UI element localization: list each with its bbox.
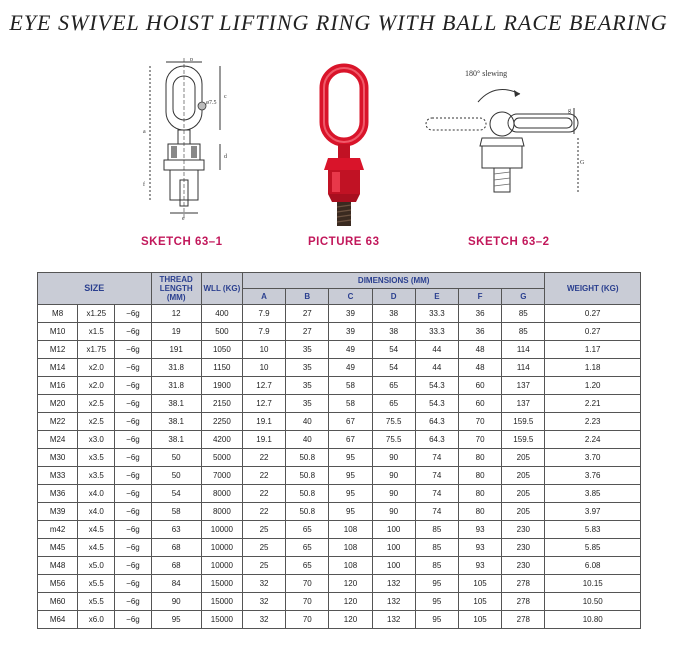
- table-cell: 7000: [201, 467, 242, 485]
- table-cell: 67: [329, 413, 372, 431]
- table-cell: M60: [38, 593, 78, 611]
- table-cell: M56: [38, 575, 78, 593]
- table-cell: 278: [502, 593, 545, 611]
- table-cell: 63: [151, 521, 201, 539]
- table-cell: 39: [329, 305, 372, 323]
- table-cell: x4.0: [78, 485, 115, 503]
- table-cell: 50: [151, 467, 201, 485]
- table-cell: 278: [502, 611, 545, 629]
- table-cell: 31.8: [151, 359, 201, 377]
- table-cell: 25: [242, 557, 285, 575]
- table-cell: 10: [242, 359, 285, 377]
- table-cell: 50: [151, 449, 201, 467]
- table-cell: 120: [329, 575, 372, 593]
- table-cell: 44: [415, 341, 458, 359]
- table-cell: 3.76: [545, 467, 641, 485]
- table-cell: 36: [458, 305, 501, 323]
- table-cell: 74: [415, 503, 458, 521]
- table-row: [38, 485, 641, 503]
- table-cell: −6g: [115, 377, 151, 395]
- table-cell: 60: [458, 377, 501, 395]
- table-cell: M39: [38, 503, 78, 521]
- table-cell: −6g: [115, 521, 151, 539]
- label-slewing: 180° slewing: [465, 69, 508, 78]
- table-cell: 33.3: [415, 305, 458, 323]
- table-cell: 100: [372, 539, 415, 557]
- table-cell: 10.15: [545, 575, 641, 593]
- table-cell: 95: [329, 485, 372, 503]
- table-cell: −6g: [115, 413, 151, 431]
- table-cell: x3.0: [78, 431, 115, 449]
- table-cell: M36: [38, 485, 78, 503]
- table-cell: 85: [415, 521, 458, 539]
- table-cell: 1.20: [545, 377, 641, 395]
- table-cell: 10000: [201, 557, 242, 575]
- table-cell: 39: [329, 323, 372, 341]
- table-cell: 22: [242, 503, 285, 521]
- table-cell: 60: [458, 395, 501, 413]
- table-cell: 93: [458, 521, 501, 539]
- table-cell: 50.8: [286, 485, 329, 503]
- caption-sketch-63-2: SKETCH 63–2: [468, 236, 550, 248]
- picture-63-product: [310, 62, 390, 232]
- table-cell: 32: [242, 575, 285, 593]
- table-cell: 38: [372, 323, 415, 341]
- table-cell: 40: [286, 413, 329, 431]
- table-cell: 74: [415, 449, 458, 467]
- table-cell: 22: [242, 467, 285, 485]
- spec-table: [37, 272, 641, 629]
- slewing-arrow-icon: [514, 90, 520, 97]
- table-cell: 38.1: [151, 431, 201, 449]
- table-cell: x5.5: [78, 575, 115, 593]
- header-weight: WEIGHT (KG): [545, 273, 641, 305]
- table-cell: 58: [329, 395, 372, 413]
- ball-bearing-icon: [198, 102, 206, 110]
- table-cell: 95: [329, 467, 372, 485]
- header-thread-length: THREAD LENGTH (MM): [151, 273, 201, 305]
- table-cell: x5.5: [78, 593, 115, 611]
- table-cell: 95: [415, 593, 458, 611]
- header-dimensions: DIMENSIONS (MM): [242, 273, 544, 289]
- table-cell: 4200: [201, 431, 242, 449]
- table-cell: 38.1: [151, 395, 201, 413]
- table-cell: 48: [458, 359, 501, 377]
- table-cell: 85: [415, 557, 458, 575]
- table-cell: 35: [286, 377, 329, 395]
- table-cell: 25: [242, 521, 285, 539]
- spec-table-container: [37, 272, 641, 629]
- table-cell: x2.0: [78, 377, 115, 395]
- table-cell: 80: [458, 503, 501, 521]
- table-cell: 90: [372, 467, 415, 485]
- table-cell: 100: [372, 557, 415, 575]
- table-cell: 230: [502, 521, 545, 539]
- table-cell: 44: [415, 359, 458, 377]
- table-cell: 114: [502, 359, 545, 377]
- table-cell: 108: [329, 557, 372, 575]
- table-cell: 191: [151, 341, 201, 359]
- table-cell: 75.5: [372, 413, 415, 431]
- table-row: [38, 413, 641, 431]
- table-cell: 3.97: [545, 503, 641, 521]
- table-cell: 1050: [201, 341, 242, 359]
- table-cell: 108: [329, 521, 372, 539]
- table-row: [38, 449, 641, 467]
- table-cell: 205: [502, 449, 545, 467]
- table-cell: 205: [502, 485, 545, 503]
- header-dim-d: D: [372, 289, 415, 305]
- table-row: [38, 539, 641, 557]
- label-g: g: [568, 108, 571, 114]
- table-cell: 278: [502, 575, 545, 593]
- table-cell: 22: [242, 485, 285, 503]
- table-cell: 65: [372, 377, 415, 395]
- sketch-63-2-drawing: [420, 64, 590, 204]
- table-cell: −6g: [115, 341, 151, 359]
- table-cell: 159.5: [502, 413, 545, 431]
- table-cell: −6g: [115, 503, 151, 521]
- table-cell: −6g: [115, 467, 151, 485]
- table-cell: M48: [38, 557, 78, 575]
- table-cell: M12: [38, 341, 78, 359]
- table-cell: 67: [329, 431, 372, 449]
- table-row: [38, 359, 641, 377]
- table-cell: 90: [372, 503, 415, 521]
- table-cell: −6g: [115, 575, 151, 593]
- table-row: [38, 611, 641, 629]
- table-cell: −6g: [115, 539, 151, 557]
- table-cell: 6.08: [545, 557, 641, 575]
- table-cell: 90: [372, 485, 415, 503]
- table-cell: x4.5: [78, 539, 115, 557]
- table-cell: 105: [458, 575, 501, 593]
- table-cell: 75.5: [372, 431, 415, 449]
- table-cell: x3.5: [78, 467, 115, 485]
- table-cell: 50.8: [286, 449, 329, 467]
- table-cell: 40: [286, 431, 329, 449]
- table-cell: 0.27: [545, 323, 641, 341]
- header-size: SIZE: [38, 273, 152, 305]
- table-cell: 38.1: [151, 413, 201, 431]
- table-cell: 205: [502, 503, 545, 521]
- table-cell: 1.18: [545, 359, 641, 377]
- table-cell: M20: [38, 395, 78, 413]
- table-cell: M14: [38, 359, 78, 377]
- sketch-63-1-drawing: [140, 58, 250, 223]
- table-cell: 95: [329, 503, 372, 521]
- table-row: [38, 377, 641, 395]
- table-cell: 159.5: [502, 431, 545, 449]
- spec-table-body: [38, 305, 641, 629]
- table-cell: 35: [286, 359, 329, 377]
- table-cell: 120: [329, 593, 372, 611]
- header-dim-g: G: [502, 289, 545, 305]
- table-cell: 5000: [201, 449, 242, 467]
- table-cell: 2150: [201, 395, 242, 413]
- table-cell: M64: [38, 611, 78, 629]
- table-cell: 80: [458, 449, 501, 467]
- table-cell: 2.23: [545, 413, 641, 431]
- table-cell: 70: [286, 611, 329, 629]
- table-cell: 84: [151, 575, 201, 593]
- table-cell: 132: [372, 593, 415, 611]
- table-cell: M30: [38, 449, 78, 467]
- table-cell: 10000: [201, 539, 242, 557]
- table-cell: 205: [502, 467, 545, 485]
- header-dim-c: C: [329, 289, 372, 305]
- table-row: [38, 431, 641, 449]
- table-cell: 3.85: [545, 485, 641, 503]
- table-cell: −6g: [115, 323, 151, 341]
- table-row: [38, 395, 641, 413]
- table-cell: 31.8: [151, 377, 201, 395]
- table-cell: 8000: [201, 503, 242, 521]
- table-cell: 100: [372, 521, 415, 539]
- table-cell: 54: [372, 359, 415, 377]
- table-row: [38, 521, 641, 539]
- table-cell: 49: [329, 341, 372, 359]
- table-cell: −6g: [115, 593, 151, 611]
- table-cell: 74: [415, 467, 458, 485]
- table-cell: 25: [242, 539, 285, 557]
- table-cell: −6g: [115, 431, 151, 449]
- table-cell: 70: [286, 575, 329, 593]
- header-dim-a: A: [242, 289, 285, 305]
- table-cell: 95: [329, 449, 372, 467]
- table-row: [38, 503, 641, 521]
- table-cell: −6g: [115, 305, 151, 323]
- caption-sketch-63-1: SKETCH 63–1: [141, 236, 223, 248]
- table-row: [38, 467, 641, 485]
- label-ball: ø7.5: [206, 100, 217, 106]
- table-cell: −6g: [115, 557, 151, 575]
- table-cell: 120: [329, 611, 372, 629]
- table-cell: M24: [38, 431, 78, 449]
- label-a: a: [143, 129, 146, 135]
- table-cell: 36: [458, 323, 501, 341]
- table-cell: M8: [38, 305, 78, 323]
- table-cell: 49: [329, 359, 372, 377]
- label-e: e: [182, 216, 185, 222]
- table-cell: 15000: [201, 593, 242, 611]
- table-cell: 58: [329, 377, 372, 395]
- header-dim-f: F: [458, 289, 501, 305]
- table-cell: 33.3: [415, 323, 458, 341]
- table-cell: 2250: [201, 413, 242, 431]
- table-cell: x5.0: [78, 557, 115, 575]
- table-cell: 5.85: [545, 539, 641, 557]
- table-cell: 65: [286, 539, 329, 557]
- table-cell: 108: [329, 539, 372, 557]
- table-cell: 35: [286, 341, 329, 359]
- table-cell: 90: [372, 449, 415, 467]
- table-row: [38, 323, 641, 341]
- table-cell: x4.0: [78, 503, 115, 521]
- table-cell: 0.27: [545, 305, 641, 323]
- table-cell: 65: [372, 395, 415, 413]
- label-b: b: [190, 58, 193, 63]
- table-cell: 230: [502, 557, 545, 575]
- table-cell: 15000: [201, 611, 242, 629]
- table-cell: 70: [458, 431, 501, 449]
- table-cell: 2.24: [545, 431, 641, 449]
- table-cell: 48: [458, 341, 501, 359]
- page-title: EYE SWIVEL HOIST LIFTING RING WITH BALL RACE BEARING: [9, 10, 668, 35]
- table-cell: 400: [201, 305, 242, 323]
- table-cell: 93: [458, 557, 501, 575]
- header-dim-b: B: [286, 289, 329, 305]
- table-cell: x2.5: [78, 395, 115, 413]
- table-cell: M10: [38, 323, 78, 341]
- table-cell: 58: [151, 503, 201, 521]
- table-cell: 64.3: [415, 413, 458, 431]
- table-cell: 68: [151, 557, 201, 575]
- table-cell: 1900: [201, 377, 242, 395]
- table-cell: 19.1: [242, 431, 285, 449]
- table-cell: 10: [242, 341, 285, 359]
- table-cell: 19: [151, 323, 201, 341]
- table-cell: 8000: [201, 485, 242, 503]
- header-wll: WLL (KG): [201, 273, 242, 305]
- table-cell: M16: [38, 377, 78, 395]
- table-row: [38, 305, 641, 323]
- table-cell: 54.3: [415, 377, 458, 395]
- table-cell: 35: [286, 395, 329, 413]
- table-cell: x2.0: [78, 359, 115, 377]
- label-G: G: [580, 160, 585, 166]
- header-dim-e: E: [415, 289, 458, 305]
- table-cell: 68: [151, 539, 201, 557]
- table-cell: 74: [415, 485, 458, 503]
- table-cell: 500: [201, 323, 242, 341]
- table-cell: 95: [151, 611, 201, 629]
- table-row: [38, 575, 641, 593]
- table-cell: x3.5: [78, 449, 115, 467]
- table-cell: −6g: [115, 449, 151, 467]
- table-cell: M45: [38, 539, 78, 557]
- table-cell: 95: [415, 611, 458, 629]
- table-cell: M33: [38, 467, 78, 485]
- table-cell: 12: [151, 305, 201, 323]
- table-cell: m42: [38, 521, 78, 539]
- table-cell: 105: [458, 611, 501, 629]
- table-cell: 132: [372, 575, 415, 593]
- table-cell: 27: [286, 323, 329, 341]
- table-cell: 137: [502, 377, 545, 395]
- table-cell: 10.50: [545, 593, 641, 611]
- table-cell: 93: [458, 539, 501, 557]
- table-cell: 54.3: [415, 395, 458, 413]
- table-cell: 32: [242, 593, 285, 611]
- table-cell: 19.1: [242, 413, 285, 431]
- label-c: c: [224, 94, 227, 100]
- table-cell: 1150: [201, 359, 242, 377]
- table-cell: 38: [372, 305, 415, 323]
- table-cell: 32: [242, 611, 285, 629]
- table-cell: 5.83: [545, 521, 641, 539]
- table-cell: 80: [458, 485, 501, 503]
- table-cell: 95: [415, 575, 458, 593]
- table-row: [38, 341, 641, 359]
- table-cell: 65: [286, 521, 329, 539]
- table-cell: 12.7: [242, 395, 285, 413]
- table-cell: −6g: [115, 611, 151, 629]
- table-cell: 2.21: [545, 395, 641, 413]
- table-row: [38, 593, 641, 611]
- table-cell: 64.3: [415, 431, 458, 449]
- table-cell: 7.9: [242, 323, 285, 341]
- table-cell: 132: [372, 611, 415, 629]
- table-cell: 114: [502, 341, 545, 359]
- table-cell: 90: [151, 593, 201, 611]
- table-cell: −6g: [115, 485, 151, 503]
- table-cell: x4.5: [78, 521, 115, 539]
- table-cell: 50.8: [286, 467, 329, 485]
- table-cell: 54: [372, 341, 415, 359]
- table-cell: 12.7: [242, 377, 285, 395]
- label-f: f: [143, 182, 145, 188]
- caption-picture-63: PICTURE 63: [308, 236, 380, 248]
- table-cell: 22: [242, 449, 285, 467]
- table-cell: 230: [502, 539, 545, 557]
- table-row: [38, 557, 641, 575]
- table-cell: −6g: [115, 359, 151, 377]
- table-cell: 3.70: [545, 449, 641, 467]
- table-cell: x2.5: [78, 413, 115, 431]
- table-cell: 85: [415, 539, 458, 557]
- table-cell: 70: [458, 413, 501, 431]
- table-cell: 10.80: [545, 611, 641, 629]
- table-cell: x1.75: [78, 341, 115, 359]
- table-cell: x1.25: [78, 305, 115, 323]
- table-cell: 27: [286, 305, 329, 323]
- table-cell: 65: [286, 557, 329, 575]
- table-cell: 70: [286, 593, 329, 611]
- table-cell: −6g: [115, 395, 151, 413]
- table-cell: x6.0: [78, 611, 115, 629]
- table-cell: 54: [151, 485, 201, 503]
- table-cell: M22: [38, 413, 78, 431]
- table-cell: 105: [458, 593, 501, 611]
- table-cell: 7.9: [242, 305, 285, 323]
- table-cell: 1.17: [545, 341, 641, 359]
- table-cell: 10000: [201, 521, 242, 539]
- table-cell: 85: [502, 323, 545, 341]
- table-cell: x1.5: [78, 323, 115, 341]
- table-cell: 85: [502, 305, 545, 323]
- table-cell: 137: [502, 395, 545, 413]
- table-cell: 50.8: [286, 503, 329, 521]
- label-d: d: [224, 154, 227, 160]
- table-cell: 80: [458, 467, 501, 485]
- table-cell: 15000: [201, 575, 242, 593]
